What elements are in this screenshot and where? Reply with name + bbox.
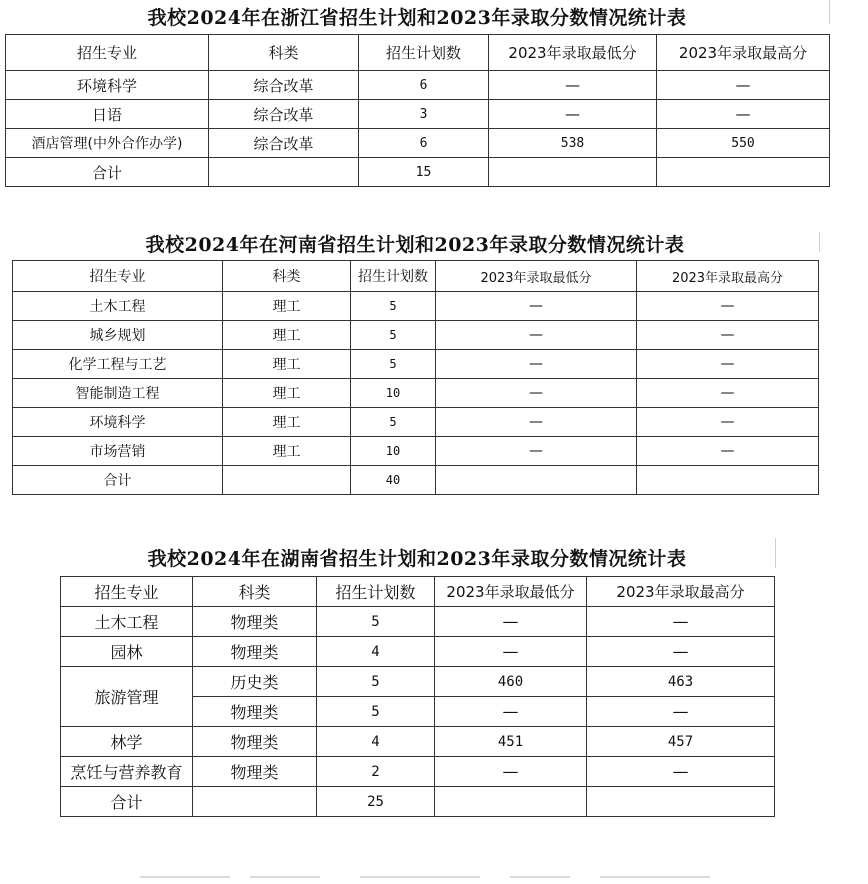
cell-category <box>223 466 351 495</box>
table-header-row <box>61 577 775 607</box>
cell-total-label: 合计 <box>6 158 209 187</box>
table-row <box>13 321 819 350</box>
cell-plan-count: 2 <box>317 757 435 787</box>
cell-plan-count: 6 <box>359 71 489 100</box>
cell-category: 历史类 <box>193 667 317 697</box>
henan-table <box>12 260 819 495</box>
cell-category: 理工 <box>223 292 351 321</box>
page-edge-mark <box>829 0 830 24</box>
page-edge-mark <box>775 538 776 568</box>
header-plan-count: 招生计划数 <box>351 261 436 292</box>
header-max-score: 2023年录取最高分 <box>637 261 819 292</box>
cell-min-score <box>435 787 587 817</box>
cell-major: 城乡规划 <box>13 321 223 350</box>
cell-min-score: — <box>435 637 587 667</box>
cell-min-score: — <box>436 292 637 321</box>
henan-section <box>12 230 818 495</box>
table-row <box>6 129 830 158</box>
table-row <box>61 757 775 787</box>
header-category: 科类 <box>209 35 359 71</box>
cell-major: 日语 <box>6 100 209 129</box>
cell-major: 市场营销 <box>13 437 223 466</box>
cell-category: 物理类 <box>193 727 317 757</box>
table-row <box>6 100 830 129</box>
cell-min-score: — <box>435 757 587 787</box>
cell-min-score: — <box>436 350 637 379</box>
header-min-score: 2023年录取最低分 <box>489 35 657 71</box>
cell-min-score: — <box>489 71 657 100</box>
cell-min-score: — <box>436 321 637 350</box>
cell-min-score: — <box>435 607 587 637</box>
cell-plan-count: 5 <box>317 697 435 727</box>
cell-max-score <box>657 158 830 187</box>
header-min-score: 2023年录取最低分 <box>435 577 587 607</box>
cell-min-score <box>489 158 657 187</box>
cell-category: 理工 <box>223 408 351 437</box>
cell-plan-count: 5 <box>351 408 436 437</box>
table-header-row <box>13 261 819 292</box>
cell-plan-count: 10 <box>351 379 436 408</box>
cell-category: 理工 <box>223 350 351 379</box>
cell-major: 土木工程 <box>13 292 223 321</box>
header-category: 科类 <box>223 261 351 292</box>
cell-total-label: 合计 <box>61 787 193 817</box>
cell-min-score: — <box>436 408 637 437</box>
cell-category: 物理类 <box>193 757 317 787</box>
cell-plan-count: 5 <box>317 607 435 637</box>
page-edge-mark <box>819 232 820 252</box>
cell-max-score: — <box>587 637 775 667</box>
cell-min-score: 460 <box>435 667 587 697</box>
table-total-row <box>13 466 819 495</box>
cell-category <box>209 158 359 187</box>
cell-max-score <box>637 466 819 495</box>
hunan-section <box>60 542 774 817</box>
header-max-score: 2023年录取最高分 <box>657 35 830 71</box>
hunan-table <box>60 576 775 817</box>
cell-category: 综合改革 <box>209 100 359 129</box>
cell-major: 环境科学 <box>13 408 223 437</box>
cell-plan-count: 4 <box>317 727 435 757</box>
cell-min-score: — <box>435 697 587 727</box>
zhejiang-section <box>5 4 829 187</box>
header-category: 科类 <box>193 577 317 607</box>
cell-major: 化学工程与工艺 <box>13 350 223 379</box>
cell-category: 综合改革 <box>209 71 359 100</box>
cell-major-merged: 旅游管理 <box>61 667 193 727</box>
cell-max-score: — <box>637 350 819 379</box>
zhejiang-table <box>5 34 830 187</box>
cell-max-score: — <box>657 71 830 100</box>
cell-max-score: — <box>657 100 830 129</box>
cell-category <box>193 787 317 817</box>
cell-plan-count: 5 <box>351 350 436 379</box>
table-row <box>61 637 775 667</box>
zhejiang-table-title: 我校2024年在浙江省招生计划和2023年录取分数情况统计表 <box>147 7 687 29</box>
header-max-score: 2023年录取最高分 <box>587 577 775 607</box>
table-row <box>13 408 819 437</box>
cell-plan-count: 6 <box>359 129 489 158</box>
cell-min-score: 538 <box>489 129 657 158</box>
header-major: 招生专业 <box>61 577 193 607</box>
cell-total-label: 合计 <box>13 466 223 495</box>
cell-max-score: — <box>587 757 775 787</box>
table-header-row <box>6 35 830 71</box>
cell-min-score: — <box>436 379 637 408</box>
header-major: 招生专业 <box>13 261 223 292</box>
cell-min-score: — <box>489 100 657 129</box>
cell-category: 物理类 <box>193 607 317 637</box>
cell-total-count: 25 <box>317 787 435 817</box>
table-row <box>6 71 830 100</box>
table-row <box>61 667 775 697</box>
cell-max-score: — <box>637 408 819 437</box>
cell-min-score: — <box>436 437 637 466</box>
table-row <box>13 379 819 408</box>
header-plan-count: 招生计划数 <box>359 35 489 71</box>
header-plan-count: 招生计划数 <box>317 577 435 607</box>
cell-category: 理工 <box>223 437 351 466</box>
cell-category: 理工 <box>223 379 351 408</box>
cell-major: 土木工程 <box>61 607 193 637</box>
cell-major: 烹饪与营养教育 <box>61 757 193 787</box>
cell-max-score: — <box>587 697 775 727</box>
cell-plan-count: 10 <box>351 437 436 466</box>
cell-max-score: — <box>637 379 819 408</box>
table-row <box>13 292 819 321</box>
cell-major: 智能制造工程 <box>13 379 223 408</box>
cell-max-score: — <box>637 437 819 466</box>
cell-category: 理工 <box>223 321 351 350</box>
table-total-row <box>6 158 830 187</box>
cell-max-score: — <box>637 292 819 321</box>
cut-off-text-line <box>0 870 868 884</box>
table-row <box>13 437 819 466</box>
cell-max-score: — <box>637 321 819 350</box>
cell-max-score: 550 <box>657 129 830 158</box>
cell-max-score: 463 <box>587 667 775 697</box>
table-row <box>13 350 819 379</box>
cell-major: 林学 <box>61 727 193 757</box>
cell-min-score <box>436 466 637 495</box>
henan-table-title: 我校2024年在河南省招生计划和2023年录取分数情况统计表 <box>145 234 685 256</box>
cell-total-count: 40 <box>351 466 436 495</box>
cell-total-count: 15 <box>359 158 489 187</box>
header-major: 招生专业 <box>6 35 209 71</box>
cell-plan-count: 4 <box>317 637 435 667</box>
header-min-score: 2023年录取最低分 <box>436 261 637 292</box>
cell-major: 环境科学 <box>6 71 209 100</box>
cell-plan-count: 5 <box>351 292 436 321</box>
cell-major: 酒店管理(中外合作办学) <box>6 129 209 158</box>
cell-major: 园林 <box>61 637 193 667</box>
cell-plan-count: 5 <box>351 321 436 350</box>
cell-plan-count: 5 <box>317 667 435 697</box>
cell-category: 物理类 <box>193 637 317 667</box>
table-total-row <box>61 787 775 817</box>
cell-plan-count: 3 <box>359 100 489 129</box>
cell-max-score: 457 <box>587 727 775 757</box>
cell-category: 物理类 <box>193 697 317 727</box>
hunan-table-title: 我校2024年在湖南省招生计划和2023年录取分数情况统计表 <box>147 548 687 570</box>
table-row <box>61 607 775 637</box>
cell-min-score: 451 <box>435 727 587 757</box>
cell-max-score: — <box>587 607 775 637</box>
cell-category: 综合改革 <box>209 129 359 158</box>
cell-max-score <box>587 787 775 817</box>
table-row <box>61 727 775 757</box>
